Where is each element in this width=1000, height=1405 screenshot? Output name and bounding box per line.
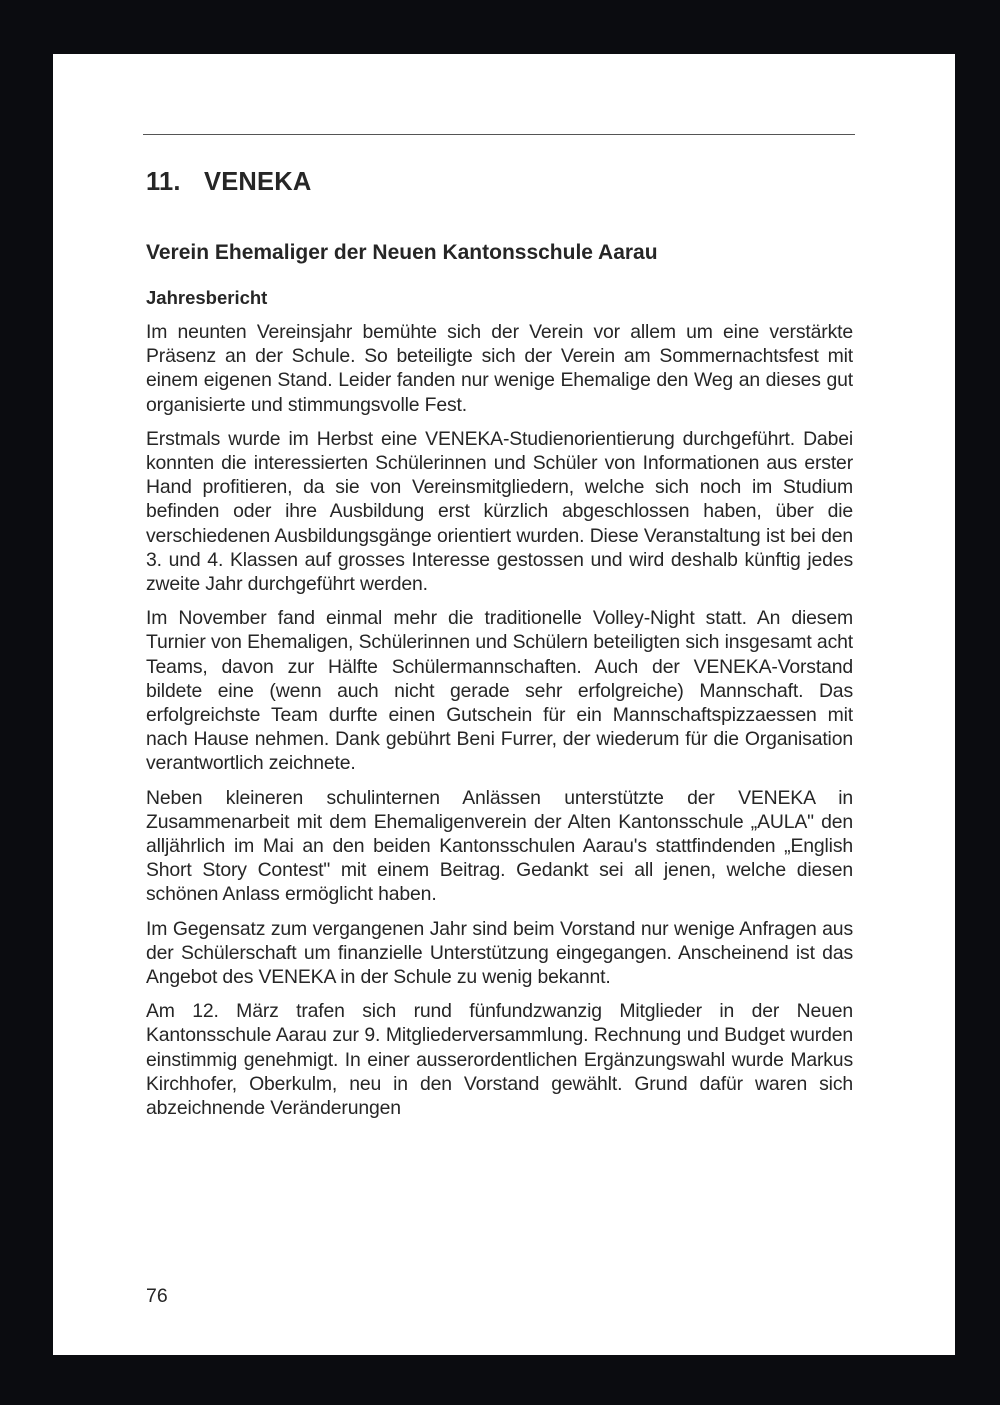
paragraph: Im Gegensatz zum vergangenen Jahr sind beim Vorstand nur wenige Anfragen aus der Schülerschaft um finanzielle Unterstützung eingegangen. Anscheinend ist das Angebot des VENEKA in der Schule zu wenig bekannt. [146, 917, 853, 989]
chapter-number: 11. [146, 168, 181, 196]
chapter-title: VENEKA [204, 168, 312, 196]
organization-title: Verein Ehemaliger der Neuen Kantonsschule Aarau [146, 241, 658, 264]
body-text [146, 320, 853, 1130]
paragraph: Neben kleineren schulinternen Anlässen unterstützte der VENEKA in Zusammenarbeit mit dem Ehemaligenverein der Alten Kantonsschule „AULA" den alljährlich im Mai an den beiden Kantonsschulen Aarau's stattfindenden „English Short Story Contest" mit einem Beitrag. Gedankt sei all jenen, welche diesen schönen Anlass ermöglicht haben. [146, 786, 853, 906]
page-number: 76 [146, 1285, 168, 1307]
paragraph: Erstmals wurde im Herbst eine VENEKA-Studienorientierung durchgeführt. Dabei konnten die interessierten Schülerinnen und Schüler von Informationen aus erster Hand profitieren, da sie von Vereinsmitgliedern, welche sich noch im Studium befinden oder ihre Ausbildung erst kürzlich abgeschlossen haben, über die verschiedenen Ausbildungsgänge orientiert wurden. Diese Veranstaltung ist bei den 3. und 4. Klassen auf grosses Interesse gestossen und wird deshalb künftig jedes zweite Jahr durchgeführt werden. [146, 427, 853, 596]
paragraph: Am 12. März trafen sich rund fünfundzwanzig Mitglieder in der Neuen Kantonsschule Aarau zur 9. Mitgliederversammlung. Rechnung und Budget wurden einstimmig genehmigt. In einer ausserordentlichen Ergänzungswahl wurde Markus Kirchhofer, Oberkulm, neu in den Vorstand gewählt. Grund dafür waren sich abzeichnende Veränderungen [146, 1000, 853, 1120]
section-heading: Jahresbericht [146, 287, 268, 308]
header-rule [143, 134, 855, 135]
page-content [146, 162, 853, 1120]
chapter-heading [146, 162, 853, 202]
paragraph: Im neunten Vereinsjahr bemühte sich der Verein vor allem um eine verstärkte Präsenz an der Schule. So beteiligte sich der Verein am Sommernachtsfest mit einem eigenen Stand. Leider fanden nur wenige Ehemalige den Weg an dieses gut organisierte und stimmungsvolle Fest. [146, 321, 853, 416]
paragraph: Im November fand einmal mehr die traditionelle Volley-Night statt. An diesem Turnier von Ehemaligen, Schülerinnen und Schülern beteiligten sich insgesamt acht Teams, davon zur Hälfte Schülermannschaften. Auch der VENEKA-Vorstand bildete eine (wenn auch nicht gerade sehr erfolgreiche) Mannschaft. Das erfolgreichste Team durfte einen Gutschein für ein Mannschaftspizzaessen mit nach Hause nehmen. Dank gebührt Beni Furrer, der wiederum für die Organisation verantwortlich zeichnete. [146, 607, 853, 775]
document-page [53, 54, 955, 1355]
